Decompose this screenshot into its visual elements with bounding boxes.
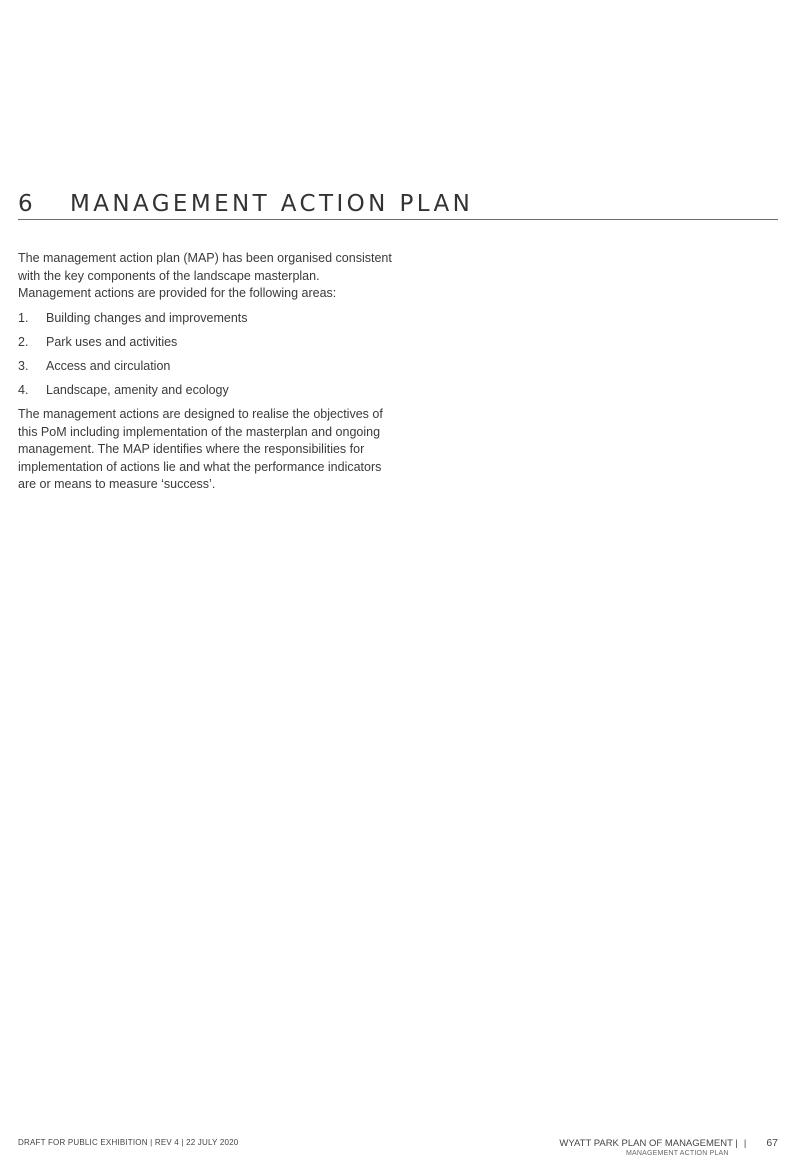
section-number: 6 — [18, 191, 36, 217]
list-item-number: 1. — [18, 310, 29, 325]
list-item — [18, 358, 393, 376]
list-item-text: Building changes and improvements — [46, 310, 248, 325]
section-title: MANAGEMENT ACTION PLAN — [70, 191, 474, 217]
list-item-text: Park uses and activities — [46, 334, 178, 349]
section-heading — [18, 191, 778, 220]
page-number: 67 — [766, 1137, 778, 1149]
list-item-number: 3. — [18, 358, 29, 373]
list-item — [18, 382, 393, 400]
footer-draft-notice: DRAFT FOR PUBLIC EXHIBITION | REV 4 | 22 JULY 2020 — [18, 1138, 239, 1147]
intro-paragraph: The management action plan (MAP) has been organised consistent with the key components of the landscape masterplan. Management actions are provided for the following areas: — [18, 251, 392, 300]
areas-list — [18, 310, 393, 400]
list-item-number: 2. — [18, 334, 29, 349]
footer-document-info — [559, 1137, 778, 1149]
list-item — [18, 334, 393, 352]
footer-document-title: WYATT PARK PLAN OF MANAGEMENT | — [559, 1137, 738, 1149]
list-item-text: Landscape, amenity and ecology — [46, 382, 229, 397]
footer-divider: | — [743, 1137, 747, 1149]
footer-section-name: MANAGEMENT ACTION PLAN — [626, 1150, 729, 1157]
list-item-text: Access and circulation — [46, 358, 171, 373]
list-item — [18, 310, 393, 328]
closing-paragraph: The management actions are designed to realise the objectives of this PoM including implementation of the masterplan and ongoing management. The MAP identifies where the responsibilities for implementation of actions lie and what the performance indicators are or means to measure ‘success’. — [18, 407, 383, 491]
list-item-number: 4. — [18, 382, 29, 397]
body-column — [18, 250, 393, 501]
